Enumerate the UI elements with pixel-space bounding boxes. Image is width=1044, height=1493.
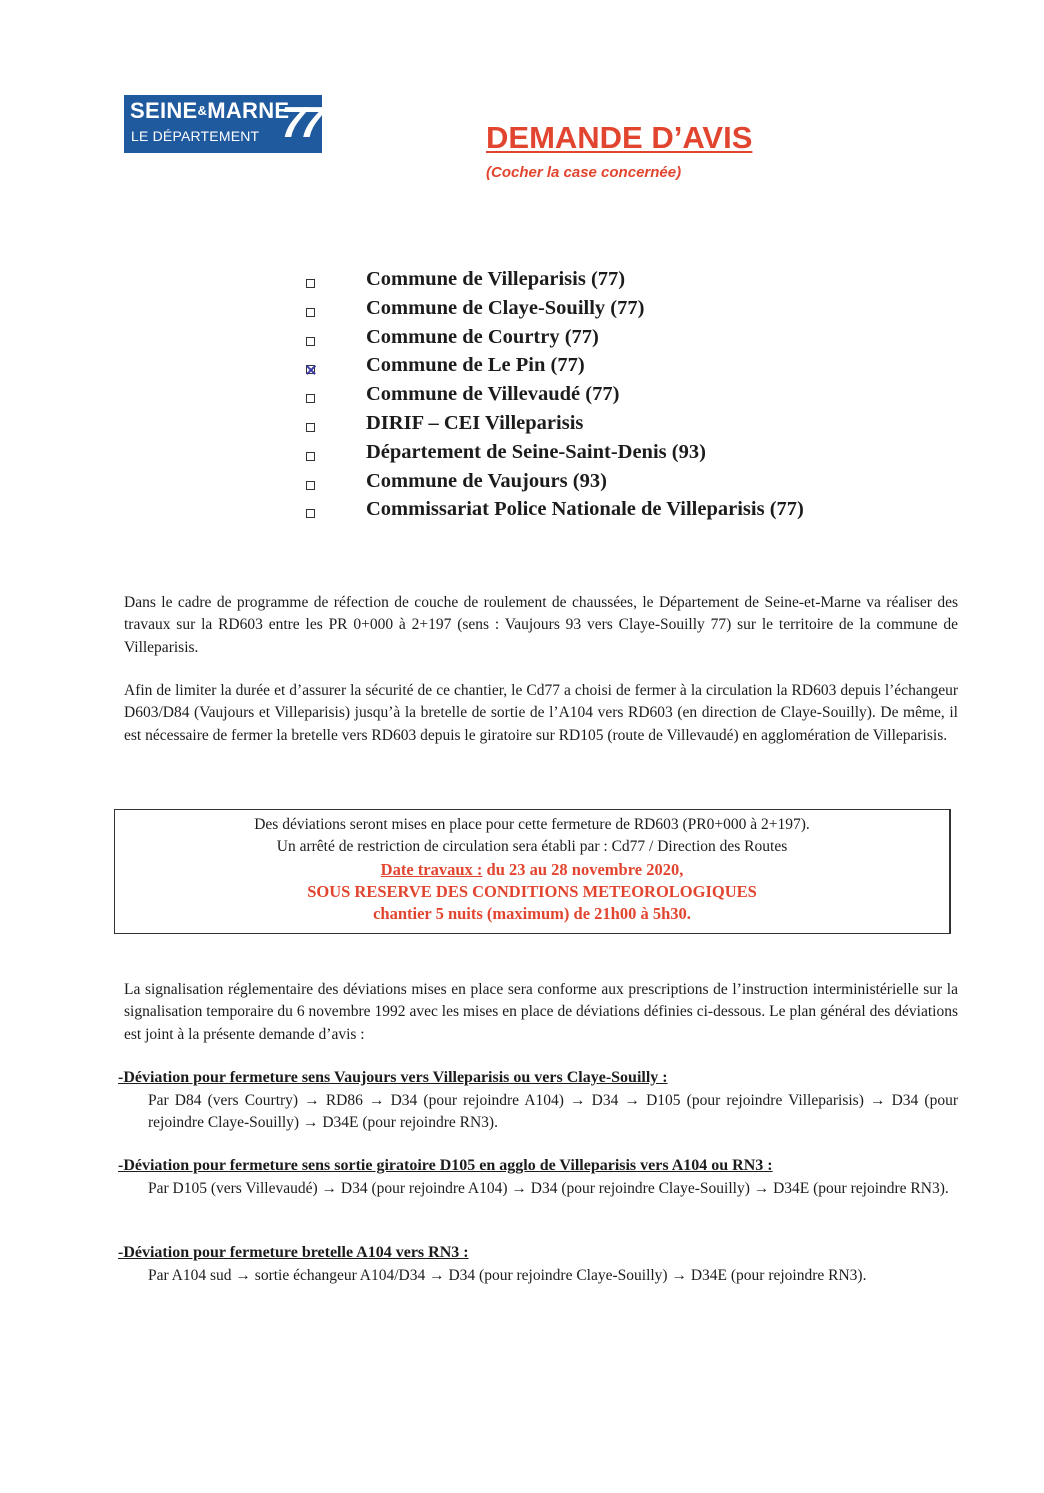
notice-date-line bbox=[115, 860, 949, 880]
intro-paragraph-2: Afin de limiter la durée et d’assurer la sécurité de ce chantier, le Cd77 a choisi de fermer à la circulation la RD603 depuis l’échangeur D603/D84 (Vaujours et Villeparisis) jusqu’à la bretelle de sortie de l’A104 vers RD603 (en direction de Claye-Souilly). De même, il est nécessaire de fermer la bretelle vers RD603 depuis le giratoire sur RD105 (route de Villevaudé) en agglomération de Villeparisis. bbox=[124, 682, 958, 744]
page-subtitle: (Cocher la case concernée) bbox=[486, 164, 682, 181]
recipient-label: Département de Seine-Saint-Denis (93) bbox=[366, 440, 706, 463]
notice-arrete-line: Un arrêté de restriction de circulation sera établi par : Cd77 / Direction des Routes bbox=[276, 838, 788, 855]
notice-box bbox=[114, 809, 951, 934]
department-logo bbox=[124, 95, 322, 153]
notice-reserve-line: SOUS RESERVE DES CONDITIONS METEOROLOGIQUES bbox=[307, 882, 757, 901]
recipient-checkbox[interactable] bbox=[306, 452, 315, 461]
recipient-checkbox[interactable] bbox=[306, 337, 315, 346]
page-title: DEMANDE D’AVIS bbox=[486, 120, 753, 155]
deviation-heading-3: -Déviation pour fermeture bretelle A104 vers RN3 : bbox=[118, 1244, 469, 1261]
signalisation-paragraph: La signalisation réglementaire des déviations mises en place sera conforme aux prescriptions de l’instruction interministérielle sur la signalisation temporaire du 6 novembre 1992 avec les mises en place de déviations définies ci-dessous. Le plan général des déviations est joint à la présente demande d’avis : bbox=[124, 981, 958, 1043]
date-label: Date travaux : bbox=[380, 860, 483, 879]
recipient-checkbox[interactable] bbox=[306, 423, 315, 432]
logo-number: 77 bbox=[281, 98, 318, 147]
recipient-label: Commune de Claye-Souilly (77) bbox=[366, 296, 645, 319]
recipient-label: Commune de Villeparisis (77) bbox=[366, 268, 626, 290]
logo-line-2: LE DÉPARTEMENT bbox=[131, 128, 260, 144]
logo-line-1: SEINE&MARNE bbox=[130, 98, 290, 123]
recipient-label: DIRIF – CEI Villeparisis bbox=[366, 411, 584, 434]
recipient-checkbox[interactable] bbox=[306, 481, 315, 490]
recipient-label: Commissariat Police Nationale de Villeparisis (77) bbox=[366, 498, 804, 521]
recipient-checkbox[interactable] bbox=[306, 365, 315, 374]
deviation-body-2: Par D105 (vers Villevaudé) → D34 (pour rejoindre A104) → D34 (pour rejoindre Claye-Souilly) → D34E (pour rejoindre RN3). bbox=[148, 1180, 949, 1197]
recipient-checkbox[interactable] bbox=[306, 394, 315, 403]
deviation-heading-1: -Déviation pour fermeture sens Vaujours vers Villeparisis ou vers Claye-Souilly : bbox=[118, 1069, 668, 1086]
intro-paragraph-1: Dans le cadre de programme de réfection de couche de roulement de chaussées, le Département de Seine-et-Marne va réaliser des travaux sur la RD603 entre les PR 0+000 à 2+197 (sens : Vaujours 93 vers Claye-Souilly 77) sur le territoire de la commune de Villeparisis. bbox=[124, 594, 958, 656]
recipient-label: Commune de Le Pin (77) bbox=[366, 354, 585, 377]
notice-schedule-line: chantier 5 nuits (maximum) de 21h00 à 5h30. bbox=[373, 904, 691, 923]
recipient-label: Commune de Vaujours (93) bbox=[366, 469, 607, 492]
recipient-label: Commune de Villevaudé (77) bbox=[366, 383, 620, 406]
notice-deviation-line: Des déviations seront mises en place pour cette fermeture de RD603 (PR0+000 à 2+197). bbox=[254, 816, 810, 833]
recipient-checkbox[interactable] bbox=[306, 509, 315, 518]
recipient-checkbox[interactable] bbox=[306, 308, 315, 317]
deviation-body-3: Par A104 sud → sortie échangeur A104/D34 → D34 (pour rejoindre Claye-Souilly) → D34E (pour rejoindre RN3). bbox=[148, 1267, 867, 1284]
deviation-body-1: Par D84 (vers Courtry) → RD86 → D34 (pour rejoindre A104) → D34 → D105 (pour rejoindre Villeparisis) → D34 (pour rejoindre Claye-Souilly) → D34E (pour rejoindre RN3). bbox=[148, 1092, 958, 1131]
date-value: du 23 au 28 novembre 2020, bbox=[482, 860, 684, 879]
recipient-checkbox[interactable] bbox=[306, 279, 315, 288]
recipient-label: Commune de Courtry (77) bbox=[366, 325, 599, 348]
deviation-heading-2: -Déviation pour fermeture sens sortie giratoire D105 en agglo de Villeparisis vers A104 ou RN3 : bbox=[118, 1157, 773, 1174]
